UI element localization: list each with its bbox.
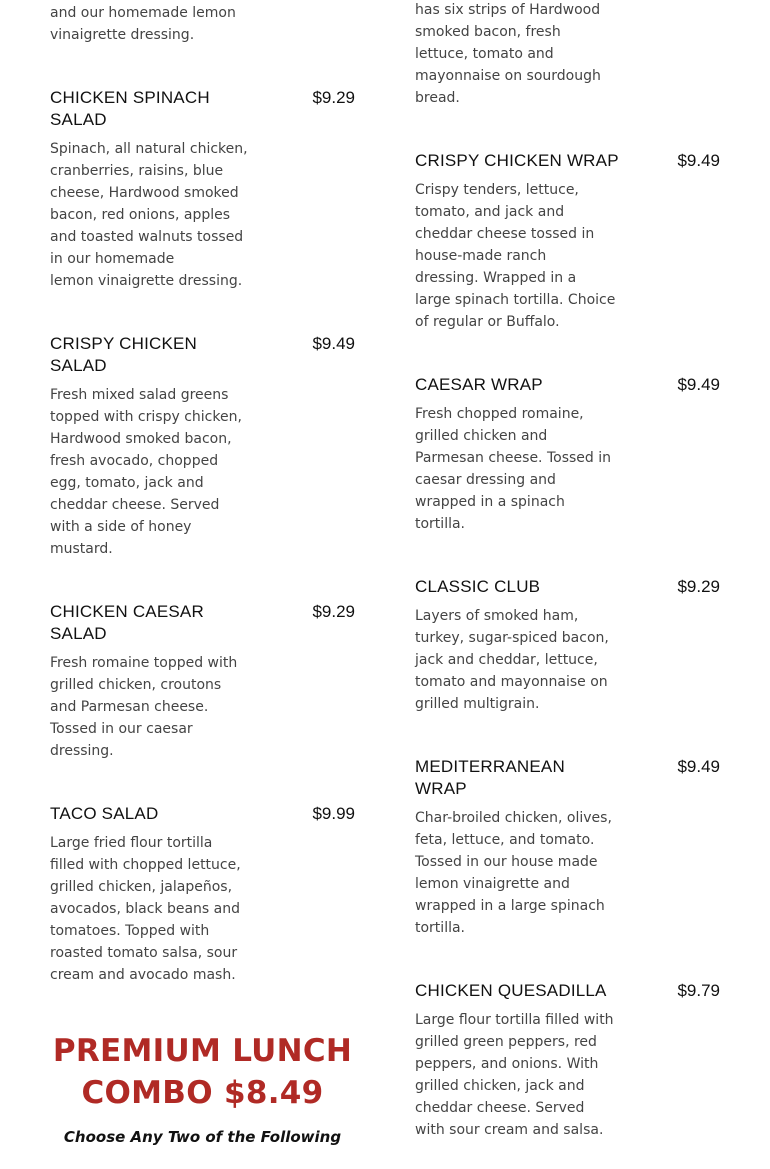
item-price: $9.49 bbox=[677, 757, 720, 776]
item-price: $9.29 bbox=[312, 88, 355, 107]
item-price: $9.29 bbox=[677, 577, 720, 596]
promo-title: PREMIUM LUNCH COMBO $8.49 bbox=[52, 1033, 353, 1111]
item-name: CAESAR WRAP bbox=[415, 375, 543, 394]
item-description: Layers of smoked ham, turkey, sugar-spiced bacon, jack and cheddar, lettuce, tomato and mayonnaise on grilled multigrain. bbox=[415, 608, 609, 712]
item-price: $9.79 bbox=[677, 981, 720, 1000]
item-name: CHICKEN QUESADILLA bbox=[415, 981, 607, 1000]
item-price: $9.49 bbox=[677, 375, 720, 394]
item-price: $9.99 bbox=[312, 804, 355, 823]
item-price: $9.49 bbox=[312, 334, 355, 353]
item-description: Fresh romaine topped with grilled chicken, croutons and Parmesan cheese. Tossed in our caesar dressing. bbox=[50, 655, 238, 759]
item-description: Crispy tenders, lettuce, tomato, and jack and cheddar cheese tossed in house-made ranch dressing. Wrapped in a large spinach tortilla. Choice of regular or Buffalo. bbox=[415, 182, 616, 330]
partial-item-description: and our homemade lemon vinaigrette dressing. bbox=[50, 5, 236, 43]
item-name: CRISPY CHICKEN WRAP bbox=[415, 151, 619, 170]
promo-subtitle: Choose Any Two of the Following bbox=[63, 1128, 342, 1146]
item-name: CRISPY CHICKEN SALAD bbox=[50, 334, 198, 375]
item-price: $9.49 bbox=[677, 151, 720, 170]
item-description: Char-broiled chicken, olives, feta, lettuce, and tomato. Tossed in our house made lemon vinaigrette and wrapped in a large spinach tortilla. bbox=[415, 810, 612, 936]
item-price: $9.29 bbox=[312, 602, 355, 621]
partial-item-description: has six strips of Hardwood smoked bacon, fresh lettuce, tomato and mayonnaise on sourdough bread. bbox=[415, 2, 601, 106]
item-description: Large flour tortilla filled with grilled green peppers, red peppers, and onions. With grilled chicken, jack and cheddar cheese. Served with sour cream and salsa. bbox=[415, 1012, 614, 1138]
item-name: CLASSIC CLUB bbox=[415, 577, 541, 596]
item-name: CHICKEN SPINACH SALAD bbox=[50, 88, 210, 129]
item-name: MEDITERRANEAN WRAP bbox=[415, 757, 565, 798]
item-description: Fresh mixed salad greens topped with crispy chicken, Hardwood smoked bacon, fresh avocado, chopped egg, tomato, jack and cheddar cheese. Served with a side of honey mustard. bbox=[50, 387, 242, 557]
item-description: Spinach, all natural chicken, cranberries, raisins, blue cheese, Hardwood smoked bacon, red onions, apples and toasted walnuts tossed in our homemade lemon vinaigrette dressing. bbox=[50, 141, 248, 289]
item-name: CHICKEN CAESAR SALAD bbox=[50, 602, 204, 643]
item-description: Large fried flour tortilla filled with chopped lettuce, grilled chicken, jalapeños, avocados, black beans and tomatoes. Topped with roasted tomato salsa, sour cream and avocado mash. bbox=[50, 835, 241, 983]
item-description: Fresh chopped romaine, grilled chicken and Parmesan cheese. Tossed in caesar dressing and wrapped in a spinach tortilla. bbox=[415, 406, 611, 532]
item-name: TACO SALAD bbox=[50, 804, 159, 823]
